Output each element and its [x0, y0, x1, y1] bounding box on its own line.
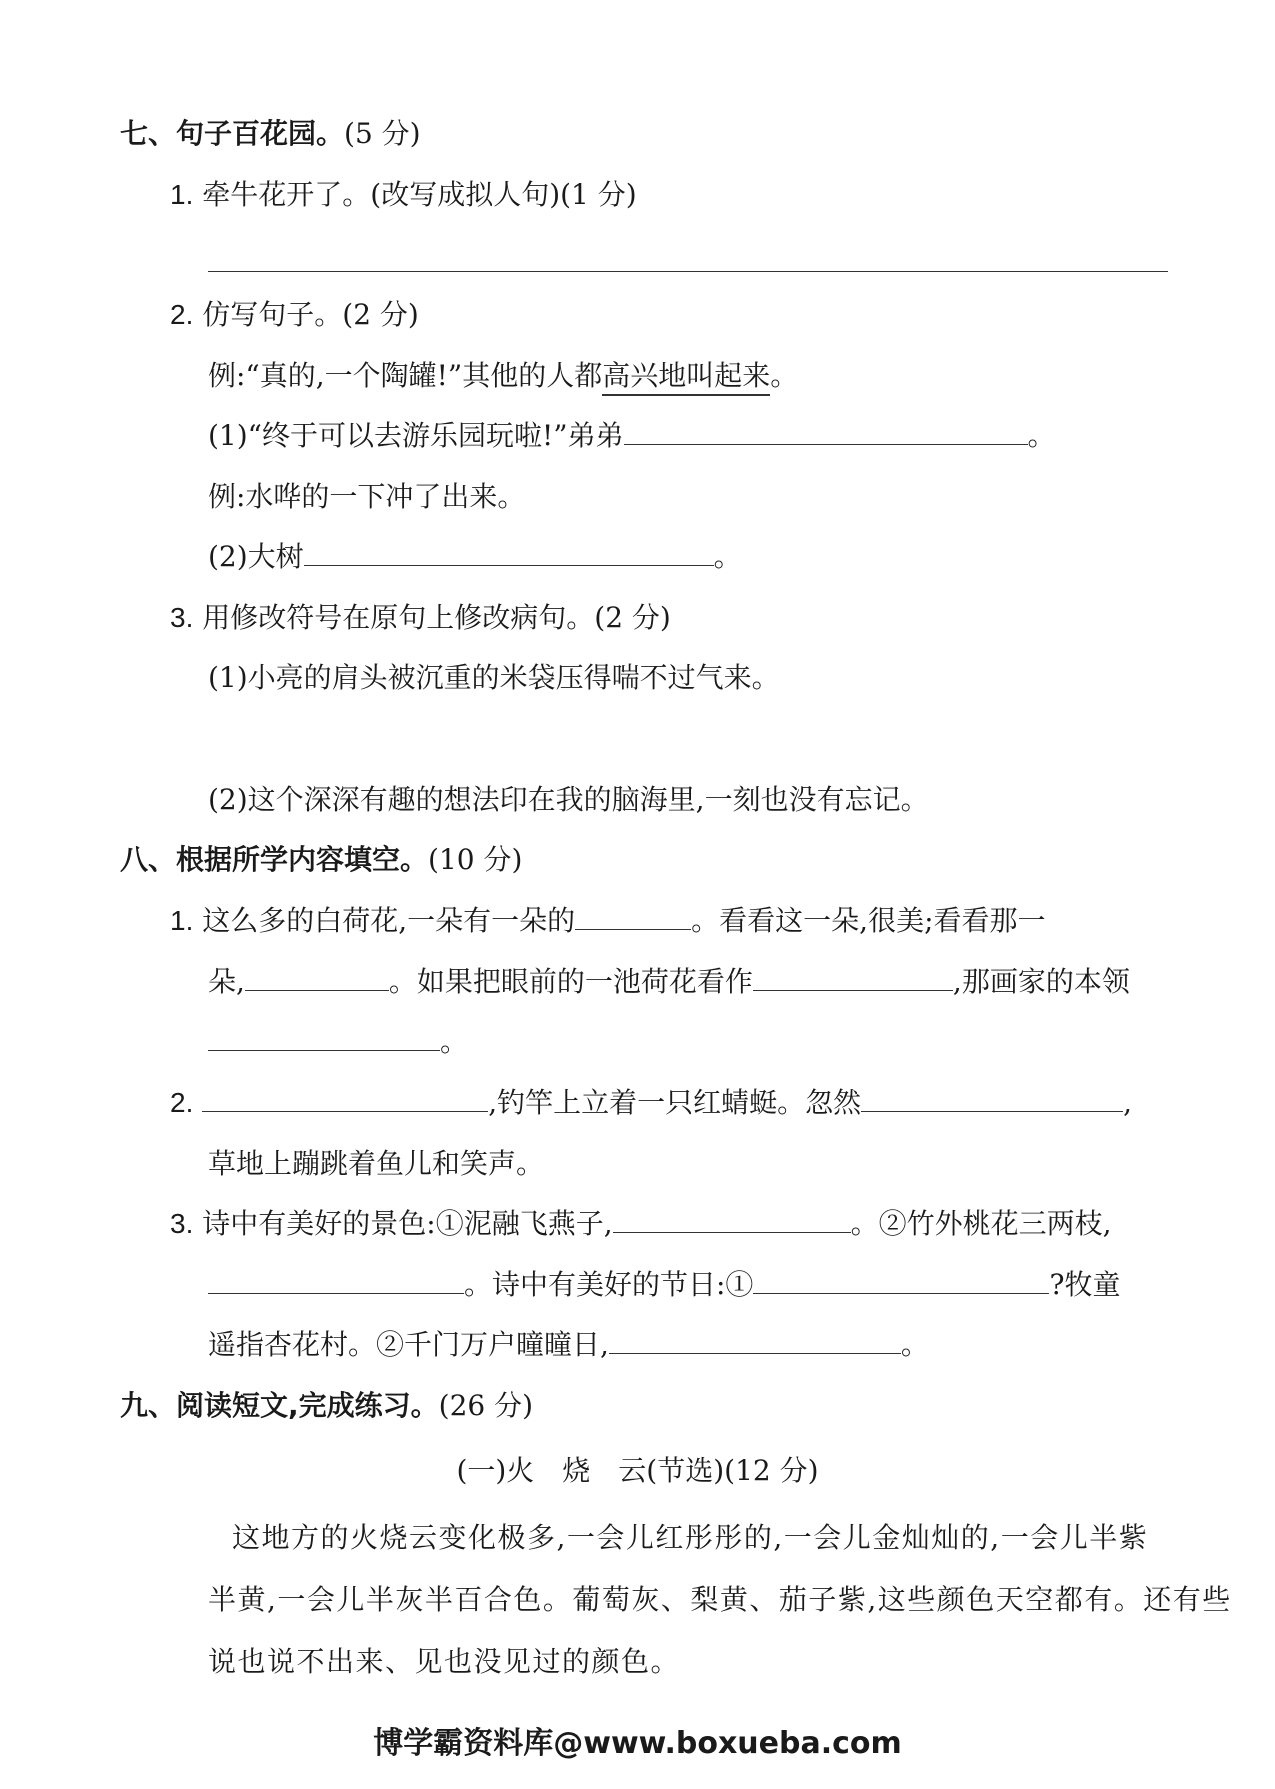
q8-3-text-a: 诗中有美好的景色:①泥融飞燕子, — [202, 1207, 613, 1240]
q8-1-blank-1[interactable] — [575, 903, 691, 930]
q7-2-example-1-end: 。 — [770, 359, 799, 392]
q8-3-blank-1[interactable] — [613, 1206, 851, 1233]
q7-2-example-1 — [208, 356, 798, 396]
passage-paragraph-line-1: 这地方的火烧云变化极多,一会儿红彤彤的,一会儿金灿灿的,一会儿半紫 — [232, 1521, 1149, 1554]
passage-paragraph-line-3: 说也说不出来、见也没见过的颜色。 — [208, 1645, 681, 1678]
q7-2-part-2-blank[interactable] — [304, 539, 714, 566]
q8-2-blank-2[interactable] — [861, 1085, 1123, 1112]
q7-2-part-1-end: 。 — [1027, 419, 1056, 452]
q8-1-line-1 — [170, 901, 1046, 941]
q8-3-blank-3[interactable] — [753, 1267, 1049, 1294]
q7-2-part-2 — [208, 537, 742, 577]
q7-2-part-2-text: (2)大树 — [208, 540, 304, 573]
q7-3-text: 用修改符号在原句上修改病句。(2 分) — [202, 601, 671, 634]
section-8-score: (10 分) — [428, 843, 523, 876]
q8-3-text-e: 遥指杏花村。②千门万户曈曈日, — [208, 1328, 609, 1361]
q8-3-text-f: 。 — [900, 1328, 929, 1361]
q8-2-line-2: 草地上蹦跳着鱼儿和笑声。 — [208, 1147, 545, 1180]
q8-1-text-c: 朵, — [208, 965, 245, 998]
q8-3-blank-4[interactable] — [609, 1327, 901, 1354]
q8-3-line-1 — [170, 1204, 1112, 1244]
q7-3-part-2[interactable]: (2)这个深深有趣的想法印在我的脑海里,一刻也没有忘记。 — [208, 783, 929, 816]
q8-1-line-3 — [208, 1022, 468, 1062]
q8-3-text-d: ?牧童 — [1049, 1268, 1121, 1301]
q8-1-blank-4[interactable] — [208, 1024, 440, 1051]
q8-1-text-b: 。看看这一朵,很美;看看那一 — [691, 904, 1046, 937]
q7-2-number: 2. — [170, 299, 194, 330]
q7-1-text: 牵牛花开了。(改写成拟人句)(1 分) — [202, 178, 637, 211]
q8-2-text-a: ,钓竿上立着一只红蜻蜓。忽然 — [488, 1086, 862, 1119]
q7-2-part-2-end: 。 — [713, 540, 742, 573]
q8-1-text-f: 。 — [440, 1025, 469, 1058]
q7-2-example-1-text: 例:“真的,一个陶罐!”其他的人都 — [208, 359, 603, 392]
watermark: 博学霸资料库@www.boxueba.com — [373, 1726, 902, 1761]
q8-3-line-2 — [208, 1265, 1120, 1305]
q7-2-part-1-text: (1)“终于可以去游乐园玩啦!”弟弟 — [208, 419, 624, 452]
section-7-title: 七、句子百花园。 — [120, 117, 345, 150]
q7-1 — [170, 175, 637, 215]
q8-2-line-1 — [170, 1083, 1132, 1123]
section-9-title: 九、阅读短文,完成练习。 — [120, 1389, 439, 1422]
q8-3-text-c: 。诗中有美好的节日:① — [464, 1268, 754, 1301]
q8-1-text-d: 。如果把眼前的一池荷花看作 — [388, 965, 753, 998]
section-9-score: (26 分) — [438, 1389, 534, 1422]
passage-paragraph-line-2: 半黄,一会儿半灰半百合色。葡萄灰、梨黄、茄子紫,这些颜色天空都有。还有些 — [208, 1583, 1232, 1616]
section-7-score: (5 分) — [344, 117, 421, 150]
q8-2-number: 2. — [170, 1087, 194, 1118]
q8-3-line-3 — [208, 1325, 929, 1365]
q8-1-blank-2[interactable] — [245, 964, 389, 991]
q7-3-part-1[interactable]: (1)小亮的肩头被沉重的米袋压得喘不过气来。 — [208, 661, 780, 694]
passage-title: (一)火 烧 云(节选)(12 分) — [456, 1454, 819, 1487]
q7-2-text: 仿写句子。(2 分) — [202, 298, 419, 331]
q8-1-text-a: 这么多的白荷花,一朵有一朵的 — [202, 904, 576, 937]
q7-2-example-2: 例:水哗的一下冲了出来。 — [208, 480, 526, 513]
q7-2 — [170, 295, 419, 335]
section-8-title: 八、根据所学内容填空。 — [120, 843, 429, 876]
section-9-heading — [120, 1386, 533, 1426]
q8-3-number: 3. — [170, 1208, 194, 1239]
q8-1-blank-3[interactable] — [753, 964, 953, 991]
q8-3-text-b: 。②竹外桃花三两枝, — [850, 1207, 1112, 1240]
q8-1-line-2 — [208, 962, 1130, 1002]
q7-1-answer-line[interactable] — [208, 271, 1168, 272]
q7-1-number: 1. — [170, 179, 194, 210]
q8-1-text-e: ,那画家的本领 — [952, 965, 1130, 998]
section-8-heading — [120, 840, 522, 880]
q7-3-number: 3. — [170, 602, 194, 633]
q8-2-text-b: , — [1123, 1086, 1133, 1119]
q8-2-blank-1[interactable] — [202, 1085, 488, 1112]
q8-1-number: 1. — [170, 905, 194, 936]
q7-3 — [170, 598, 671, 638]
q7-2-part-1-blank[interactable] — [624, 418, 1028, 445]
q7-2-part-1 — [208, 416, 1056, 456]
q7-2-example-1-underlined: 高兴地叫起来 — [602, 359, 770, 396]
q8-3-blank-2[interactable] — [208, 1267, 464, 1294]
section-7-heading — [120, 114, 421, 154]
